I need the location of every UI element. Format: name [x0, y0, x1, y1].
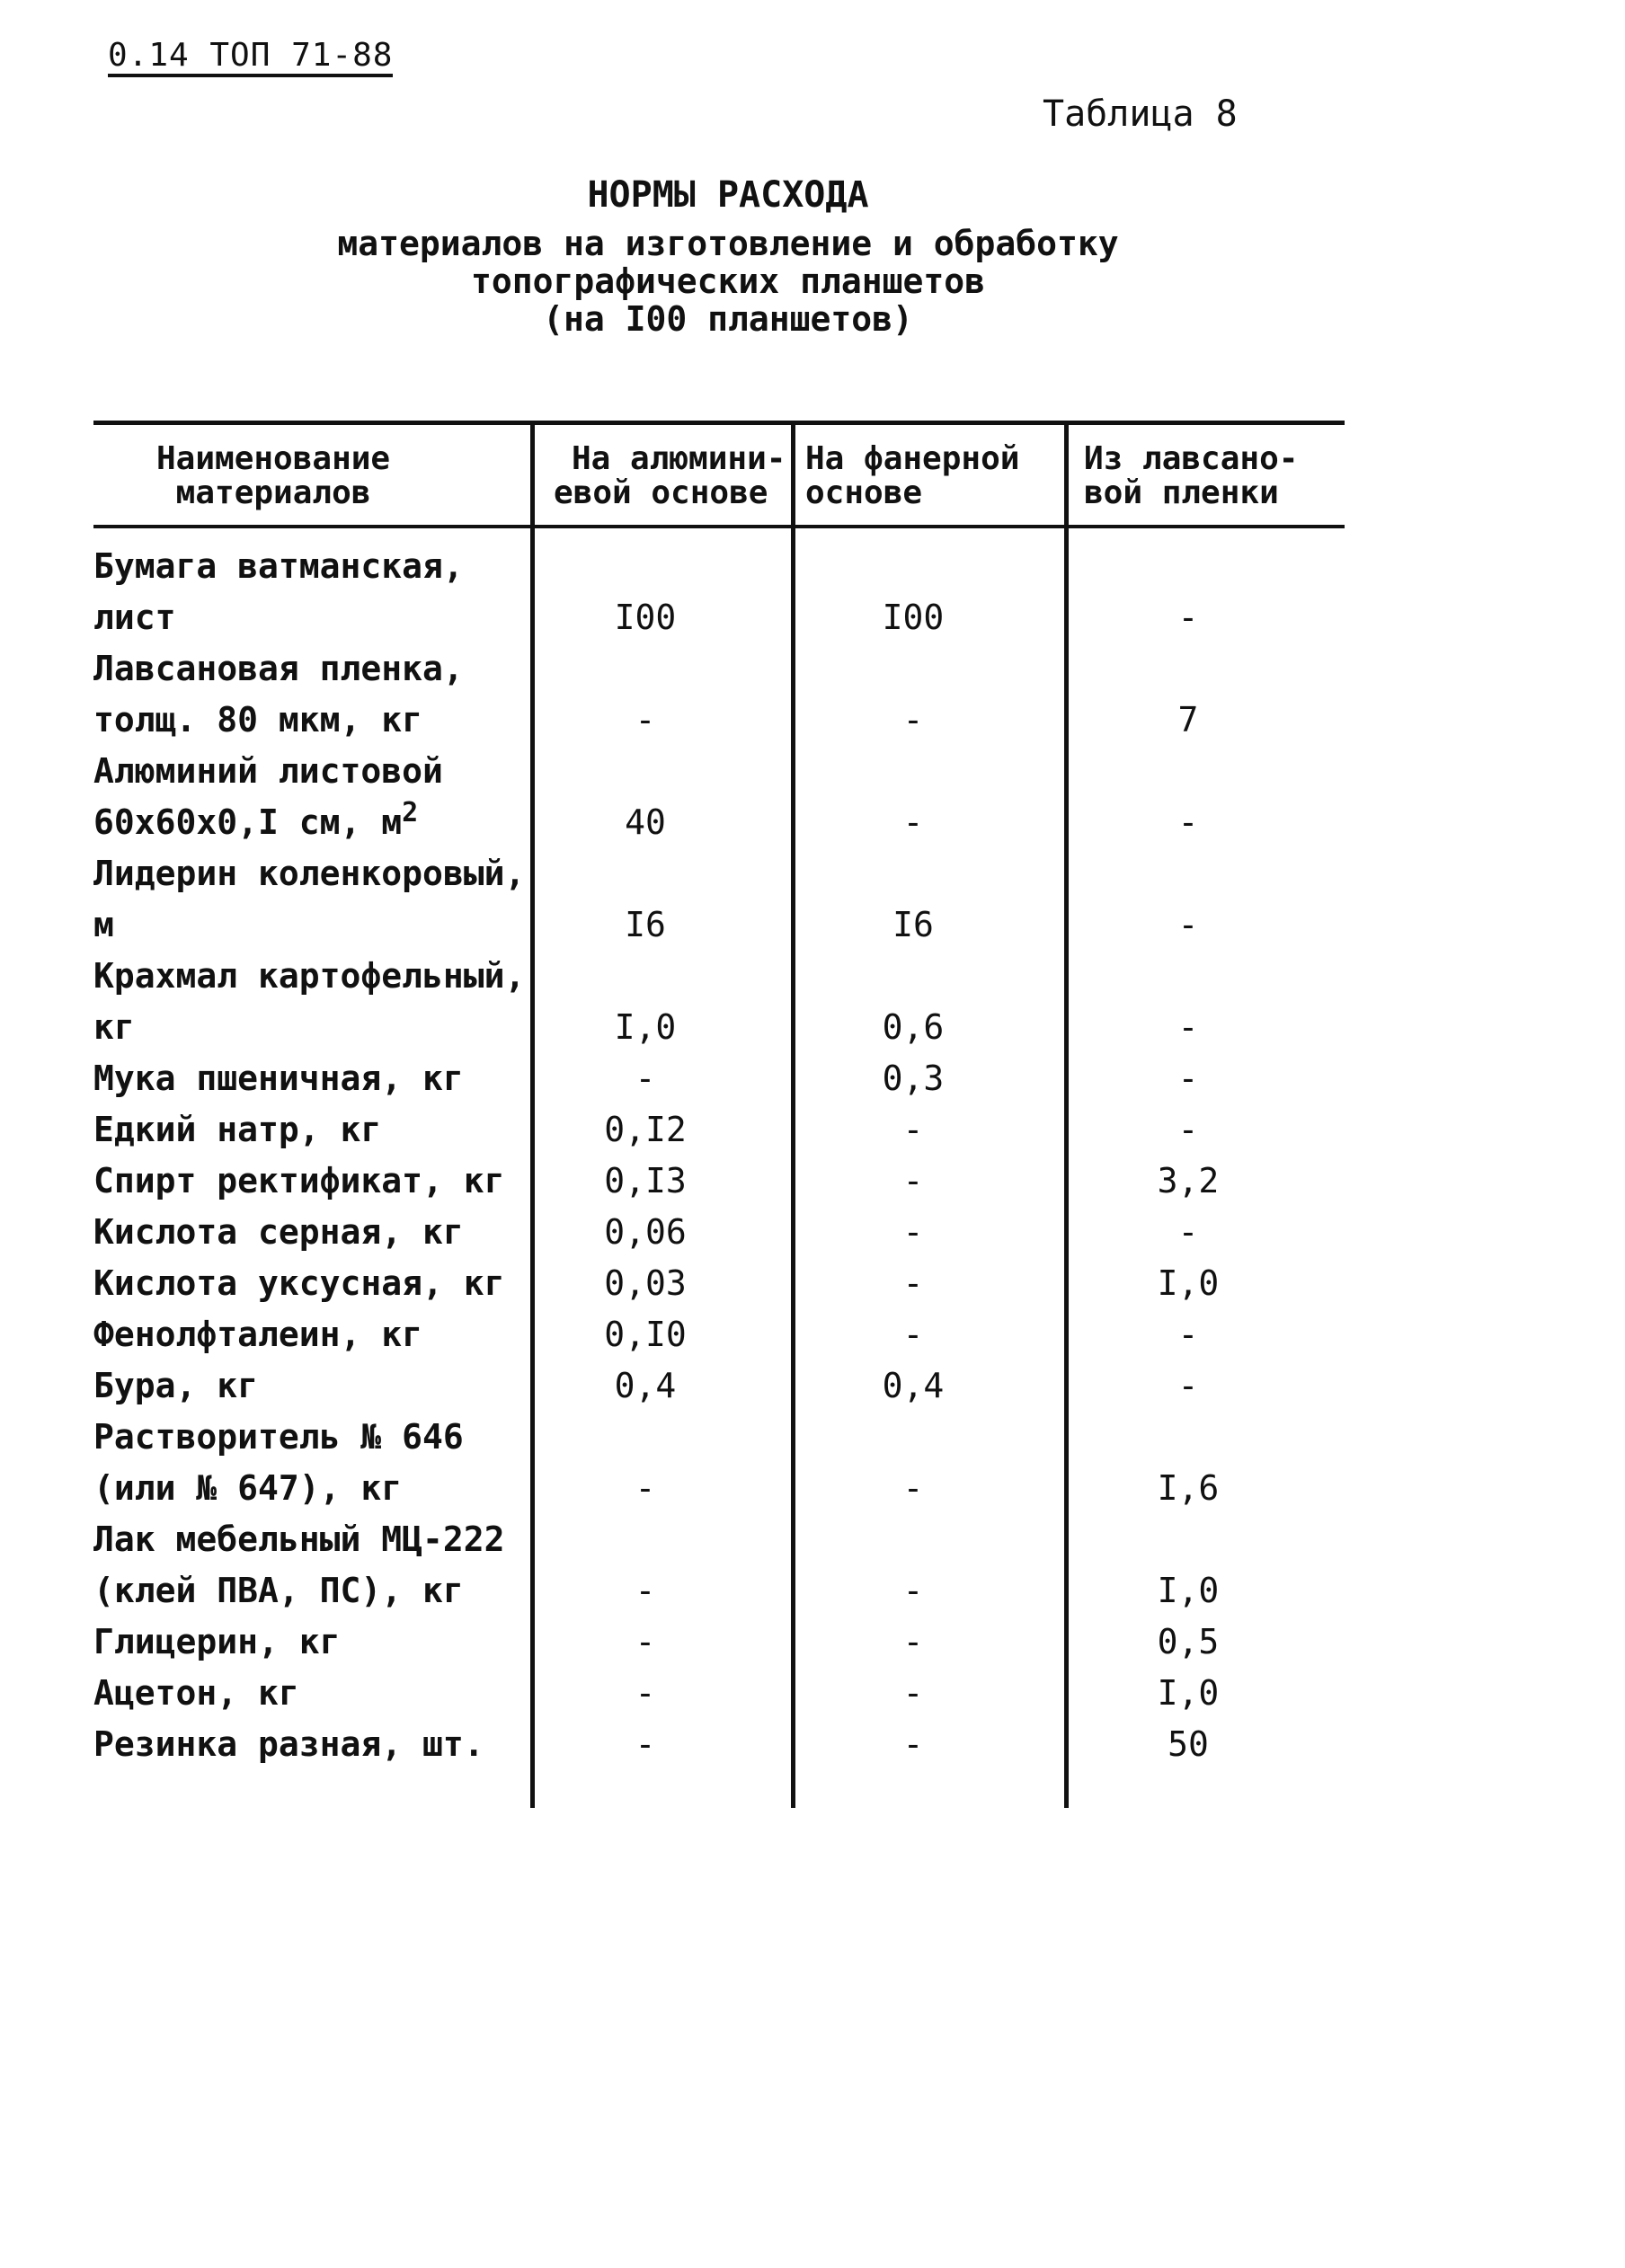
table-cell-value: - [1177, 1007, 1199, 1047]
table-cell-value: - [1177, 1212, 1199, 1252]
column-header-line: На алюмини- [572, 440, 786, 477]
material-name-line: Кислота серная, кг [93, 1212, 464, 1252]
table-cell-value: - [902, 1571, 924, 1610]
column-divider [1064, 421, 1069, 1808]
table-cell-value: - [902, 802, 924, 842]
material-name-line: Бумага ватманская, [93, 546, 464, 586]
table-cell-value: - [635, 700, 656, 740]
material-name-line: (клей ПВА, ПС), кг [93, 1571, 464, 1610]
material-name-line: лист [93, 598, 176, 637]
table-cell-value: 3,2 [1157, 1161, 1220, 1200]
column-header-name [156, 442, 390, 510]
table-top-rule [93, 421, 1345, 425]
material-name-line: Растворитель № 646 [93, 1417, 464, 1457]
table-cell-value: 0,I2 [604, 1110, 687, 1149]
table-number: Таблица 8 [1043, 93, 1238, 135]
table-cell-value: - [1177, 1059, 1199, 1098]
material-name-line: м [93, 905, 114, 944]
table-cell-value: - [1177, 1315, 1199, 1354]
table-cell-value: 0,03 [604, 1263, 687, 1303]
table-cell-value: - [902, 1724, 924, 1764]
table-cell-value: 0,5 [1157, 1622, 1220, 1661]
norms-table [93, 421, 1345, 1808]
material-name-line: Глицерин, кг [93, 1622, 341, 1661]
table-cell-value: - [635, 1571, 656, 1610]
table-cell-value: 0,3 [882, 1059, 945, 1098]
table-cell-value: 40 [625, 802, 666, 842]
material-name-line: Лавсановая пленка, [93, 649, 464, 688]
material-name-line: Резинка разная, шт. [93, 1724, 484, 1764]
material-name-line: Алюминий листовой [93, 751, 443, 791]
table-cell-value: I,0 [614, 1007, 677, 1047]
table-cell-value: - [902, 1212, 924, 1252]
table-cell-value: - [1177, 598, 1199, 637]
title-line-2: материалов на изготовление и обработку [337, 224, 1119, 263]
material-name-line: Фенолфталеин, кг [93, 1315, 423, 1354]
table-cell-value: - [902, 1468, 924, 1508]
material-name-line: Мука пшеничная, кг [93, 1059, 464, 1098]
column-header-line: Наименование [156, 440, 391, 477]
material-name-text: 60х60х0,I см, м [93, 802, 403, 842]
material-name-line: толщ. 80 мкм, кг [93, 700, 423, 740]
table-cell-value: 0,6 [882, 1007, 945, 1047]
material-name-line: кг [93, 1007, 135, 1047]
table-cell-value: - [902, 1673, 924, 1713]
column-divider [791, 421, 795, 1808]
material-name-line: (или № 647), кг [93, 1468, 403, 1508]
table-cell-value: I6 [892, 905, 934, 944]
table-cell-value: 50 [1168, 1724, 1209, 1764]
header-bottom-rule [93, 525, 1345, 528]
table-cell-value: I,0 [1157, 1263, 1220, 1303]
table-cell-value: 0,I0 [604, 1315, 687, 1354]
column-header-line: вой пленки [1084, 474, 1279, 511]
table-cell-value: I,6 [1157, 1468, 1220, 1508]
column-header-line: материалов [175, 474, 371, 511]
table-cell-value: - [902, 1263, 924, 1303]
material-name-line: Лак мебельный МЦ-222 [93, 1519, 505, 1559]
table-cell-value: - [902, 1161, 924, 1200]
material-name-line: Лидерин коленкоровый, [93, 854, 526, 893]
material-name-line: Бура, кг [93, 1366, 259, 1405]
column-divider [530, 421, 535, 1808]
table-cell-value: 0,06 [604, 1212, 687, 1252]
unit-superscript: 2 [402, 797, 419, 828]
column-header-aluminium [554, 442, 786, 510]
column-header-line: основе [805, 474, 923, 511]
column-header-line: На фанерной [805, 440, 1020, 477]
table-title [0, 176, 1456, 338]
table-cell-value: 0,I3 [604, 1161, 687, 1200]
table-cell-value: 0,4 [882, 1366, 945, 1405]
table-cell-value: - [635, 1724, 656, 1764]
table-cell-value: I,0 [1157, 1571, 1220, 1610]
table-cell-value: - [635, 1059, 656, 1098]
table-cell-value: - [902, 1315, 924, 1354]
material-name-line: Крахмал картофельный, [93, 956, 526, 996]
table-cell-value: - [635, 1673, 656, 1713]
table-cell-value: - [635, 1468, 656, 1508]
column-header-lavsan [1084, 442, 1298, 510]
material-name-line: Кислота уксусная, кг [93, 1263, 505, 1303]
table-cell-value: I6 [625, 905, 666, 944]
material-name-line: Ацетон, кг [93, 1673, 299, 1713]
table-cell-value: - [1177, 1110, 1199, 1149]
column-header-line: Из лавсано- [1084, 440, 1299, 477]
material-name-line: Едкий натр, кг [93, 1110, 382, 1149]
table-cell-value: - [902, 1110, 924, 1149]
table-cell-value: I00 [882, 598, 945, 637]
table-cell-value: - [1177, 1366, 1199, 1405]
table-cell-value: I,0 [1157, 1673, 1220, 1713]
table-cell-value: I00 [614, 598, 677, 637]
table-cell-value: - [1177, 802, 1199, 842]
table-cell-value: - [902, 700, 924, 740]
table-cell-value: - [1177, 905, 1199, 944]
table-cell-value: 0,4 [614, 1366, 677, 1405]
document-code: 0.14 ТОП 71-88 [108, 40, 393, 77]
material-name-line [93, 797, 419, 842]
column-header-line: евой основе [554, 474, 768, 511]
table-cell-value: - [635, 1622, 656, 1661]
title-line-4: (на I00 планшетов) [543, 299, 913, 339]
column-header-plywood [805, 442, 1019, 510]
title-line-3: топографических планшетов [471, 261, 985, 301]
title-line-1: НОРМЫ РАСХОДА [587, 174, 869, 216]
material-name-line: Спирт ректификат, кг [93, 1161, 505, 1200]
table-cell-value: 7 [1177, 700, 1199, 740]
table-cell-value: - [902, 1622, 924, 1661]
